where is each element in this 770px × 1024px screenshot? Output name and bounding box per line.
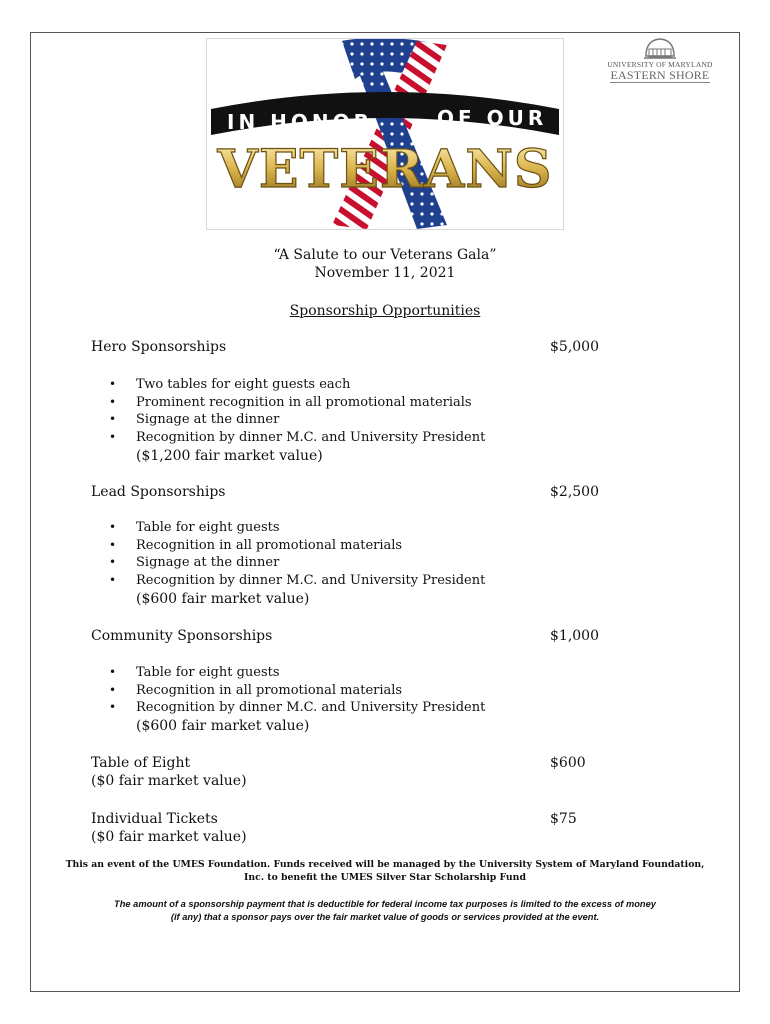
list-item: • Recognition by dinner M.C. and University President xyxy=(108,699,485,717)
list-item: • Table for eight guests xyxy=(108,519,485,537)
table-of-eight-fair-market-value: ($0 fair market value) xyxy=(91,773,247,789)
hero-benefits-list xyxy=(108,376,485,446)
list-item: • Recognition by dinner M.C. and University President xyxy=(108,429,485,447)
in-honor-of-our-veterans-banner xyxy=(206,38,564,230)
community-fair-market-value: ($600 fair market value) xyxy=(136,718,310,734)
sponsorship-heading: Sponsorship Opportunities xyxy=(289,303,481,319)
university-name-line1: UNIVERSITY OF MARYLAND xyxy=(607,60,713,69)
foundation-note xyxy=(0,858,770,884)
hero-sponsorship-title: Hero Sponsorships xyxy=(91,339,227,355)
university-name-line2: EASTERN SHORE xyxy=(610,68,710,82)
list-item: • Recognition in all promotional materials xyxy=(108,682,485,700)
list-item: • Signage at the dinner xyxy=(108,554,485,572)
individual-tickets-title: Individual Tickets xyxy=(91,811,218,827)
banner-text-of-our: OF OUR xyxy=(437,106,548,130)
banner-graphic xyxy=(207,39,563,229)
table-of-eight-price: $600 xyxy=(550,755,586,771)
community-sponsorship-price: $1,000 xyxy=(550,628,599,644)
tax-note-line1: The amount of a sponsorship payment that is deductible for federal income tax purposes is limited to the excess of money xyxy=(114,899,656,909)
gala-date: November 11, 2021 xyxy=(314,265,456,281)
hero-sponsorship-price: $5,000 xyxy=(550,339,599,355)
list-item: • Recognition by dinner M.C. and University President xyxy=(108,572,485,590)
individual-tickets-fair-market-value: ($0 fair market value) xyxy=(91,829,247,845)
gala-title: “A Salute to our Veterans Gala” xyxy=(273,247,497,263)
community-benefits-list xyxy=(108,664,485,717)
list-item: • Recognition in all promotional materials xyxy=(108,537,485,555)
hero-fair-market-value: ($1,200 fair market value) xyxy=(136,448,323,464)
tax-deduction-note xyxy=(0,898,770,924)
list-item: • Prominent recognition in all promotional materials xyxy=(108,394,485,412)
table-of-eight-title: Table of Eight xyxy=(91,755,191,771)
individual-tickets-price: $75 xyxy=(550,811,577,827)
list-item: • Table for eight guests xyxy=(108,664,485,682)
foundation-note-line1: This an event of the UMES Foundation. Funds received will be managed by the University System of Maryland Foundation, xyxy=(65,859,705,870)
lead-sponsorship-title: Lead Sponsorships xyxy=(91,484,226,500)
list-item: • Two tables for eight guests each xyxy=(108,376,485,394)
dome-icon xyxy=(640,36,680,60)
community-sponsorship-title: Community Sponsorships xyxy=(91,628,273,644)
lead-fair-market-value: ($600 fair market value) xyxy=(136,591,310,607)
logo-rule xyxy=(610,82,710,83)
list-item: • Signage at the dinner xyxy=(108,411,485,429)
university-logo xyxy=(606,36,714,82)
lead-sponsorship-price: $2,500 xyxy=(550,484,599,500)
foundation-note-line2: Inc. to benefit the UMES Silver Star Scholarship Fund xyxy=(244,872,526,883)
banner-text-in-honor: IN HONOR xyxy=(227,110,374,134)
banner-text-veterans: VETERANS xyxy=(217,139,553,200)
tax-note-line2: (if any) that a sponsor pays over the fair market value of goods or services provided at the event. xyxy=(170,912,600,922)
lead-benefits-list xyxy=(108,519,485,589)
